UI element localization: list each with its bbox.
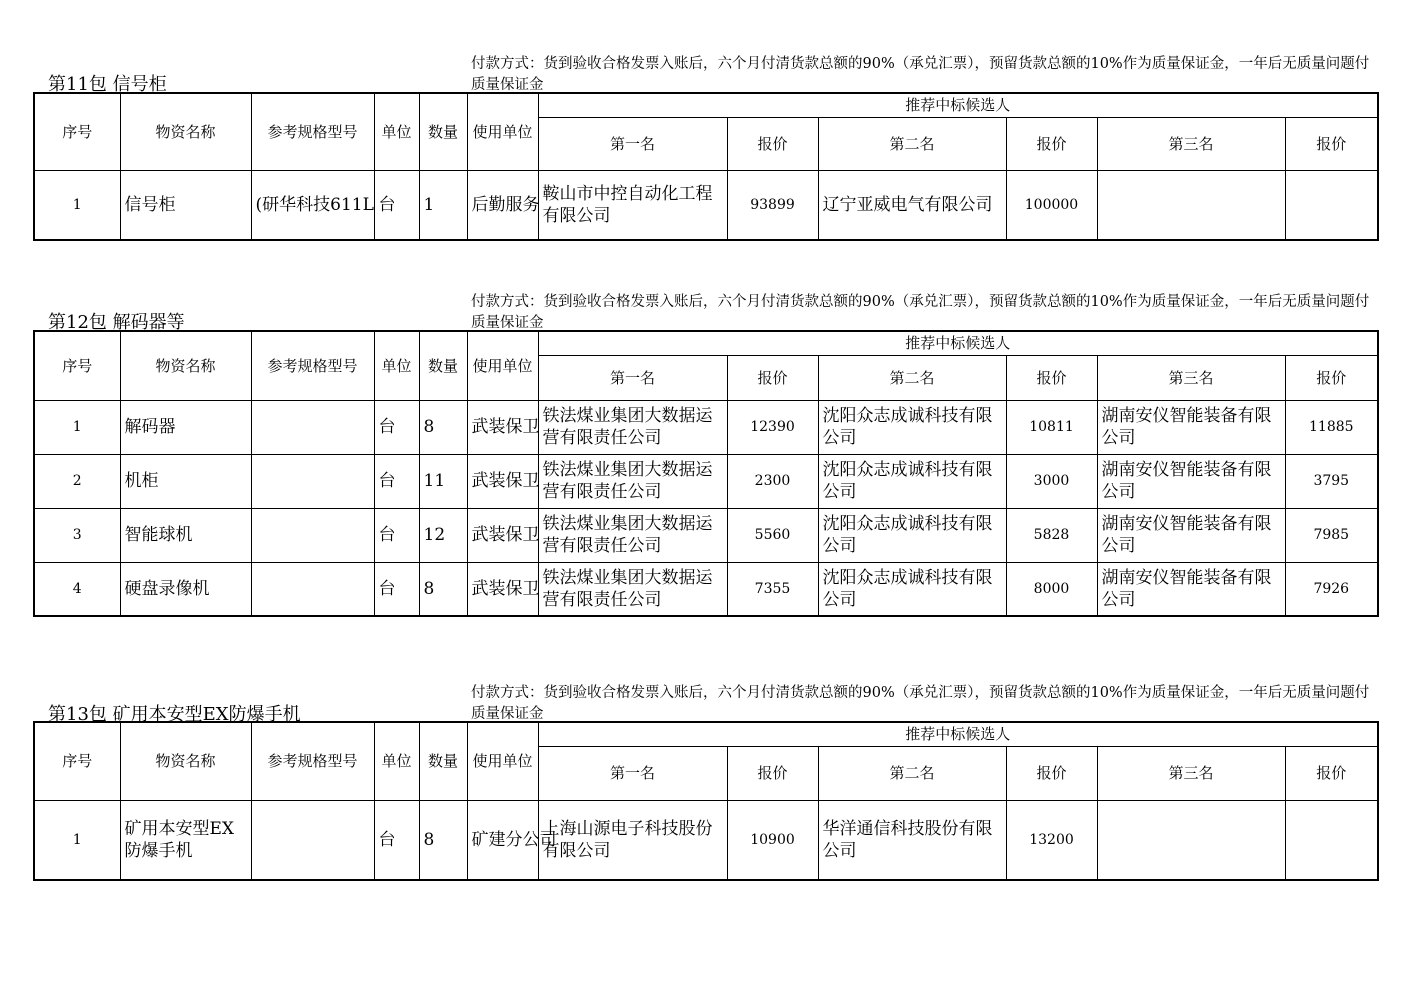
header-name: 物资名称	[120, 93, 251, 170]
cell-seq: 3	[34, 508, 120, 562]
cell-price-2: 100000	[1006, 170, 1097, 240]
header-seq: 序号	[34, 93, 120, 170]
header-first: 第一名	[538, 117, 727, 170]
header-qty: 数量	[419, 722, 467, 800]
package-title: 第11包 信号柜	[48, 74, 167, 95]
payment-terms: 付款方式：货到验收合格发票入账后，六个月付清货款总额的90%（承兑汇票），预留货款总额的10%作为质量保证金，一年后无质量问题付质量保证金	[471, 685, 1370, 722]
bid-table	[33, 330, 1379, 617]
cell-first: 铁法煤业集团大数据运营有限责任公司	[538, 562, 727, 616]
cell-seq: 1	[34, 170, 120, 240]
header-user: 使用单位	[467, 93, 538, 170]
cell-second: 沈阳众志成诚科技有限公司	[818, 562, 1006, 616]
cell-name: 解码器	[120, 400, 251, 454]
package-title: 第12包 解码器等	[48, 312, 185, 333]
cell-price-1: 5560	[727, 508, 818, 562]
header-first: 第一名	[538, 746, 727, 800]
header-unit: 单位	[374, 93, 419, 170]
table-row	[34, 562, 1378, 616]
header-recommend: 推荐中标候选人	[538, 331, 1378, 355]
cell-seq: 1	[34, 400, 120, 454]
cell-price-3: 3795	[1285, 454, 1378, 508]
cell-unit: 台	[374, 800, 419, 880]
cell-second: 辽宁亚威电气有限公司	[818, 170, 1006, 240]
table-row	[34, 400, 1378, 454]
header-third: 第三名	[1097, 746, 1285, 800]
cell-third: 湖南安仪智能装备有限公司	[1097, 562, 1285, 616]
header-price-3: 报价	[1285, 355, 1378, 400]
cell-unit: 台	[374, 508, 419, 562]
cell-third: 湖南安仪智能装备有限公司	[1097, 508, 1285, 562]
cell-price-2: 10811	[1006, 400, 1097, 454]
cell-qty: 11	[419, 454, 467, 508]
header-seq: 序号	[34, 331, 120, 400]
cell-price-2: 8000	[1006, 562, 1097, 616]
cell-price-2: 3000	[1006, 454, 1097, 508]
cell-seq: 1	[34, 800, 120, 880]
cell-name: 机柜	[120, 454, 251, 508]
header-user: 使用单位	[467, 331, 538, 400]
cell-user: 武装保卫	[467, 400, 538, 454]
cell-spec: (研华科技611L	[251, 170, 374, 240]
cell-qty: 8	[419, 800, 467, 880]
cell-name: 硬盘录像机	[120, 562, 251, 616]
cell-unit: 台	[374, 170, 419, 240]
table-row	[34, 170, 1378, 240]
cell-spec	[251, 562, 374, 616]
header-price-2: 报价	[1006, 355, 1097, 400]
cell-third: 湖南安仪智能装备有限公司	[1097, 400, 1285, 454]
cell-seq: 4	[34, 562, 120, 616]
cell-price-2: 5828	[1006, 508, 1097, 562]
cell-unit: 台	[374, 400, 419, 454]
header-unit: 单位	[374, 331, 419, 400]
table-row	[34, 508, 1378, 562]
cell-name: 信号柜	[120, 170, 251, 240]
cell-unit: 台	[374, 454, 419, 508]
header-recommend: 推荐中标候选人	[538, 722, 1378, 746]
cell-seq: 2	[34, 454, 120, 508]
header-second: 第二名	[818, 746, 1006, 800]
cell-spec	[251, 508, 374, 562]
payment-terms: 付款方式：货到验收合格发票入账后，六个月付清货款总额的90%（承兑汇票），预留货款总额的10%作为质量保证金，一年后无质量问题付质量保证金	[471, 56, 1370, 93]
cell-first: 上海山源电子科技股份有限公司	[538, 800, 727, 880]
cell-name: 矿用本安型EX防爆手机	[120, 800, 251, 880]
cell-price-3: 11885	[1285, 400, 1378, 454]
header-spec: 参考规格型号	[251, 722, 374, 800]
cell-price-1: 7355	[727, 562, 818, 616]
cell-qty: 1	[419, 170, 467, 240]
cell-second: 华洋通信科技股份有限公司	[818, 800, 1006, 880]
cell-spec	[251, 400, 374, 454]
cell-first: 铁法煤业集团大数据运营有限责任公司	[538, 400, 727, 454]
cell-price-3: 7926	[1285, 562, 1378, 616]
cell-third	[1097, 800, 1285, 880]
table-row	[34, 800, 1378, 880]
header-user: 使用单位	[467, 722, 538, 800]
header-price-3: 报价	[1285, 746, 1378, 800]
header-spec: 参考规格型号	[251, 93, 374, 170]
cell-unit: 台	[374, 562, 419, 616]
cell-name: 智能球机	[120, 508, 251, 562]
table-row	[34, 454, 1378, 508]
cell-second: 沈阳众志成诚科技有限公司	[818, 400, 1006, 454]
header-price-1: 报价	[727, 355, 818, 400]
cell-qty: 8	[419, 562, 467, 616]
header-recommend: 推荐中标候选人	[538, 93, 1378, 117]
header-second: 第二名	[818, 117, 1006, 170]
header-third: 第三名	[1097, 355, 1285, 400]
cell-price-1: 12390	[727, 400, 818, 454]
cell-second: 沈阳众志成诚科技有限公司	[818, 508, 1006, 562]
cell-user: 武装保卫	[467, 454, 538, 508]
cell-user: 后勤服务	[467, 170, 538, 240]
header-qty: 数量	[419, 331, 467, 400]
cell-price-2: 13200	[1006, 800, 1097, 880]
header-price-3: 报价	[1285, 117, 1378, 170]
header-price-1: 报价	[727, 117, 818, 170]
header-price-2: 报价	[1006, 117, 1097, 170]
cell-price-1: 93899	[727, 170, 818, 240]
cell-spec	[251, 800, 374, 880]
header-third: 第三名	[1097, 117, 1285, 170]
payment-terms: 付款方式：货到验收合格发票入账后，六个月付清货款总额的90%（承兑汇票），预留货款总额的10%作为质量保证金，一年后无质量问题付质量保证金	[471, 294, 1370, 331]
cell-first: 铁法煤业集团大数据运营有限责任公司	[538, 454, 727, 508]
header-unit: 单位	[374, 722, 419, 800]
cell-third	[1097, 170, 1285, 240]
cell-price-3	[1285, 170, 1378, 240]
cell-first: 铁法煤业集团大数据运营有限责任公司	[538, 508, 727, 562]
bid-table	[33, 721, 1379, 881]
cell-price-3: 7985	[1285, 508, 1378, 562]
cell-qty: 12	[419, 508, 467, 562]
cell-third: 湖南安仪智能装备有限公司	[1097, 454, 1285, 508]
header-qty: 数量	[419, 93, 467, 170]
cell-price-1: 2300	[727, 454, 818, 508]
header-first: 第一名	[538, 355, 727, 400]
cell-price-1: 10900	[727, 800, 818, 880]
header-second: 第二名	[818, 355, 1006, 400]
cell-price-3	[1285, 800, 1378, 880]
cell-user: 武装保卫	[467, 508, 538, 562]
cell-qty: 8	[419, 400, 467, 454]
cell-spec	[251, 454, 374, 508]
package-title: 第13包 矿用本安型EX防爆手机	[48, 704, 301, 725]
header-price-1: 报价	[727, 746, 818, 800]
cell-second: 沈阳众志成诚科技有限公司	[818, 454, 1006, 508]
header-name: 物资名称	[120, 722, 251, 800]
header-price-2: 报价	[1006, 746, 1097, 800]
cell-first: 鞍山市中控自动化工程有限公司	[538, 170, 727, 240]
header-spec: 参考规格型号	[251, 331, 374, 400]
cell-user: 矿建分公司	[467, 800, 538, 880]
header-name: 物资名称	[120, 331, 251, 400]
cell-user: 武装保卫	[467, 562, 538, 616]
bid-table	[33, 92, 1379, 241]
header-seq: 序号	[34, 722, 120, 800]
